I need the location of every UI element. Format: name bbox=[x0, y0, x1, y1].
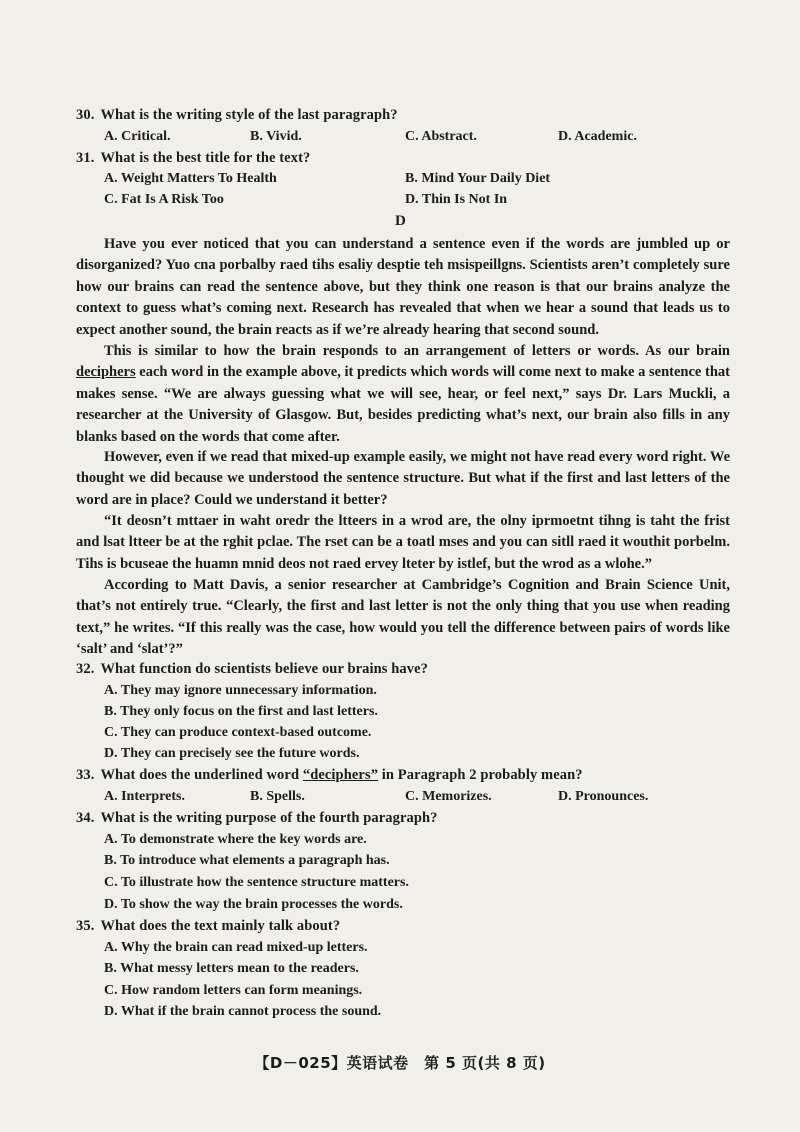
option-b: B. Vivid. bbox=[250, 129, 302, 144]
paragraph-text: This is similar to how the brain responds to an arrangement of letters or words. As our brain bbox=[104, 343, 730, 359]
question-30 bbox=[76, 107, 398, 124]
paragraph-text: each word in the example above, it predicts which words will come next to make a sentence that makes sense. “We are always guessing what we will see, hear, or feel next,” says Dr. Lars Muckli, a researcher at the University of Glasgow. But, besides predicting what’s next, our brain also fills in any blanks based on the words that come after. bbox=[76, 364, 730, 445]
passage-paragraph-1: Have you ever noticed that you can understand a sentence even if the words are jumbled up or disorganized? Yuo cna porbalby raed tihs esaliy desptie teh msispeillgns. Scientists aren’t completely sure how our brains can read the sentence above, but they think one reason is that our brains analyze the context to guess what’s coming next. Research has revealed that when we hear a sound that leads us to expect another sound, the brain reacts as if we’re already hearing that second sound. bbox=[76, 236, 730, 338]
question-number: 34. bbox=[76, 810, 95, 826]
passage-paragraph-4: “It deosn’t mttaer in waht oredr the ltteers in a wrod are, the olny iprmoetnt tihng is taht the frist and lsat ltteer be at the rghit pclae. The rset can be a toatl mses and you can sitll raed it wouthit porbelm. Tihs is bcuseae the huamn mnid deos not raed ervey lteter by istlef, but the wrod as a wlohe.” bbox=[76, 513, 730, 572]
section-title: D bbox=[395, 213, 406, 229]
page-footer: 【D－025】英语试卷 第 5 页(共 8 页) bbox=[254, 1054, 546, 1072]
option-c: C. Fat Is A Risk Too bbox=[104, 192, 224, 207]
question-34 bbox=[76, 810, 438, 827]
option-d: D. Academic. bbox=[558, 129, 637, 144]
option-c: C. To illustrate how the sentence structure matters. bbox=[104, 875, 409, 890]
question-text: What is the best title for the text? bbox=[100, 150, 311, 166]
question-31 bbox=[76, 150, 310, 167]
underlined-word: deciphers bbox=[76, 364, 136, 381]
option-d: D. Pronounces. bbox=[558, 789, 649, 804]
option-a: A. Why the brain can read mixed-up letters. bbox=[104, 940, 368, 955]
question-35 bbox=[76, 918, 340, 935]
option-a: A. To demonstrate where the key words are. bbox=[104, 832, 367, 847]
question-number: 30. bbox=[76, 107, 95, 123]
option-c: C. Memorizes. bbox=[405, 789, 492, 804]
option-c: C. How random letters can form meanings. bbox=[104, 983, 363, 998]
question-32 bbox=[76, 661, 428, 678]
question-number: 35. bbox=[76, 918, 95, 934]
option-a: A. Interprets. bbox=[104, 789, 186, 804]
option-b: B. They only focus on the first and last letters. bbox=[104, 704, 378, 719]
question-text: What is the writing style of the last paragraph? bbox=[100, 107, 398, 123]
option-c: C. Abstract. bbox=[405, 129, 477, 144]
question-text: What does the underlined word bbox=[100, 767, 303, 783]
question-number: 33. bbox=[76, 767, 95, 783]
option-d: D. They can precisely see the future words. bbox=[104, 746, 360, 761]
option-d: D. Thin Is Not In bbox=[405, 192, 508, 207]
option-b: B. To introduce what elements a paragraph has. bbox=[104, 853, 390, 868]
question-number: 32. bbox=[76, 661, 95, 677]
option-a: A. Weight Matters To Health bbox=[104, 171, 277, 186]
option-b: B. What messy letters mean to the readers. bbox=[104, 961, 359, 976]
question-number: 31. bbox=[76, 150, 95, 166]
option-a: A. Critical. bbox=[104, 129, 171, 144]
passage-paragraph-5: According to Matt Davis, a senior researcher at Cambridge’s Cognition and Brain Science Unit, that’s not entirely true. “Clearly, the first and last letter is not the only thing that you use when reading text,” he writes. “If this really was the case, how would you tell the difference between pairs of words like ‘salt’ and ‘slat’?” bbox=[76, 577, 730, 658]
option-b: B. Mind Your Daily Diet bbox=[405, 171, 551, 186]
option-d: D. What if the brain cannot process the sound. bbox=[104, 1004, 382, 1019]
underlined-word: “deciphers” bbox=[302, 767, 379, 783]
passage-paragraph-3: However, even if we read that mixed-up example easily, we might not have read every word right. We thought we did because we understood the sentence structure. But what if the first and last letters of the word are in place? Could we understand it better? bbox=[76, 449, 730, 508]
question-text: What function do scientists believe our brains have? bbox=[100, 661, 429, 677]
option-c: C. They can produce context-based outcome. bbox=[104, 725, 372, 740]
question-33 bbox=[76, 767, 583, 784]
passage-paragraph-2 bbox=[76, 341, 730, 448]
option-b: B. Spells. bbox=[250, 789, 305, 804]
option-a: A. They may ignore unnecessary information. bbox=[104, 683, 377, 698]
question-text: in Paragraph 2 probably mean? bbox=[378, 767, 583, 783]
option-d: D. To show the way the brain processes the words. bbox=[104, 897, 403, 912]
question-text: What is the writing purpose of the fourth paragraph? bbox=[100, 810, 438, 826]
question-text: What does the text mainly talk about? bbox=[100, 918, 341, 934]
